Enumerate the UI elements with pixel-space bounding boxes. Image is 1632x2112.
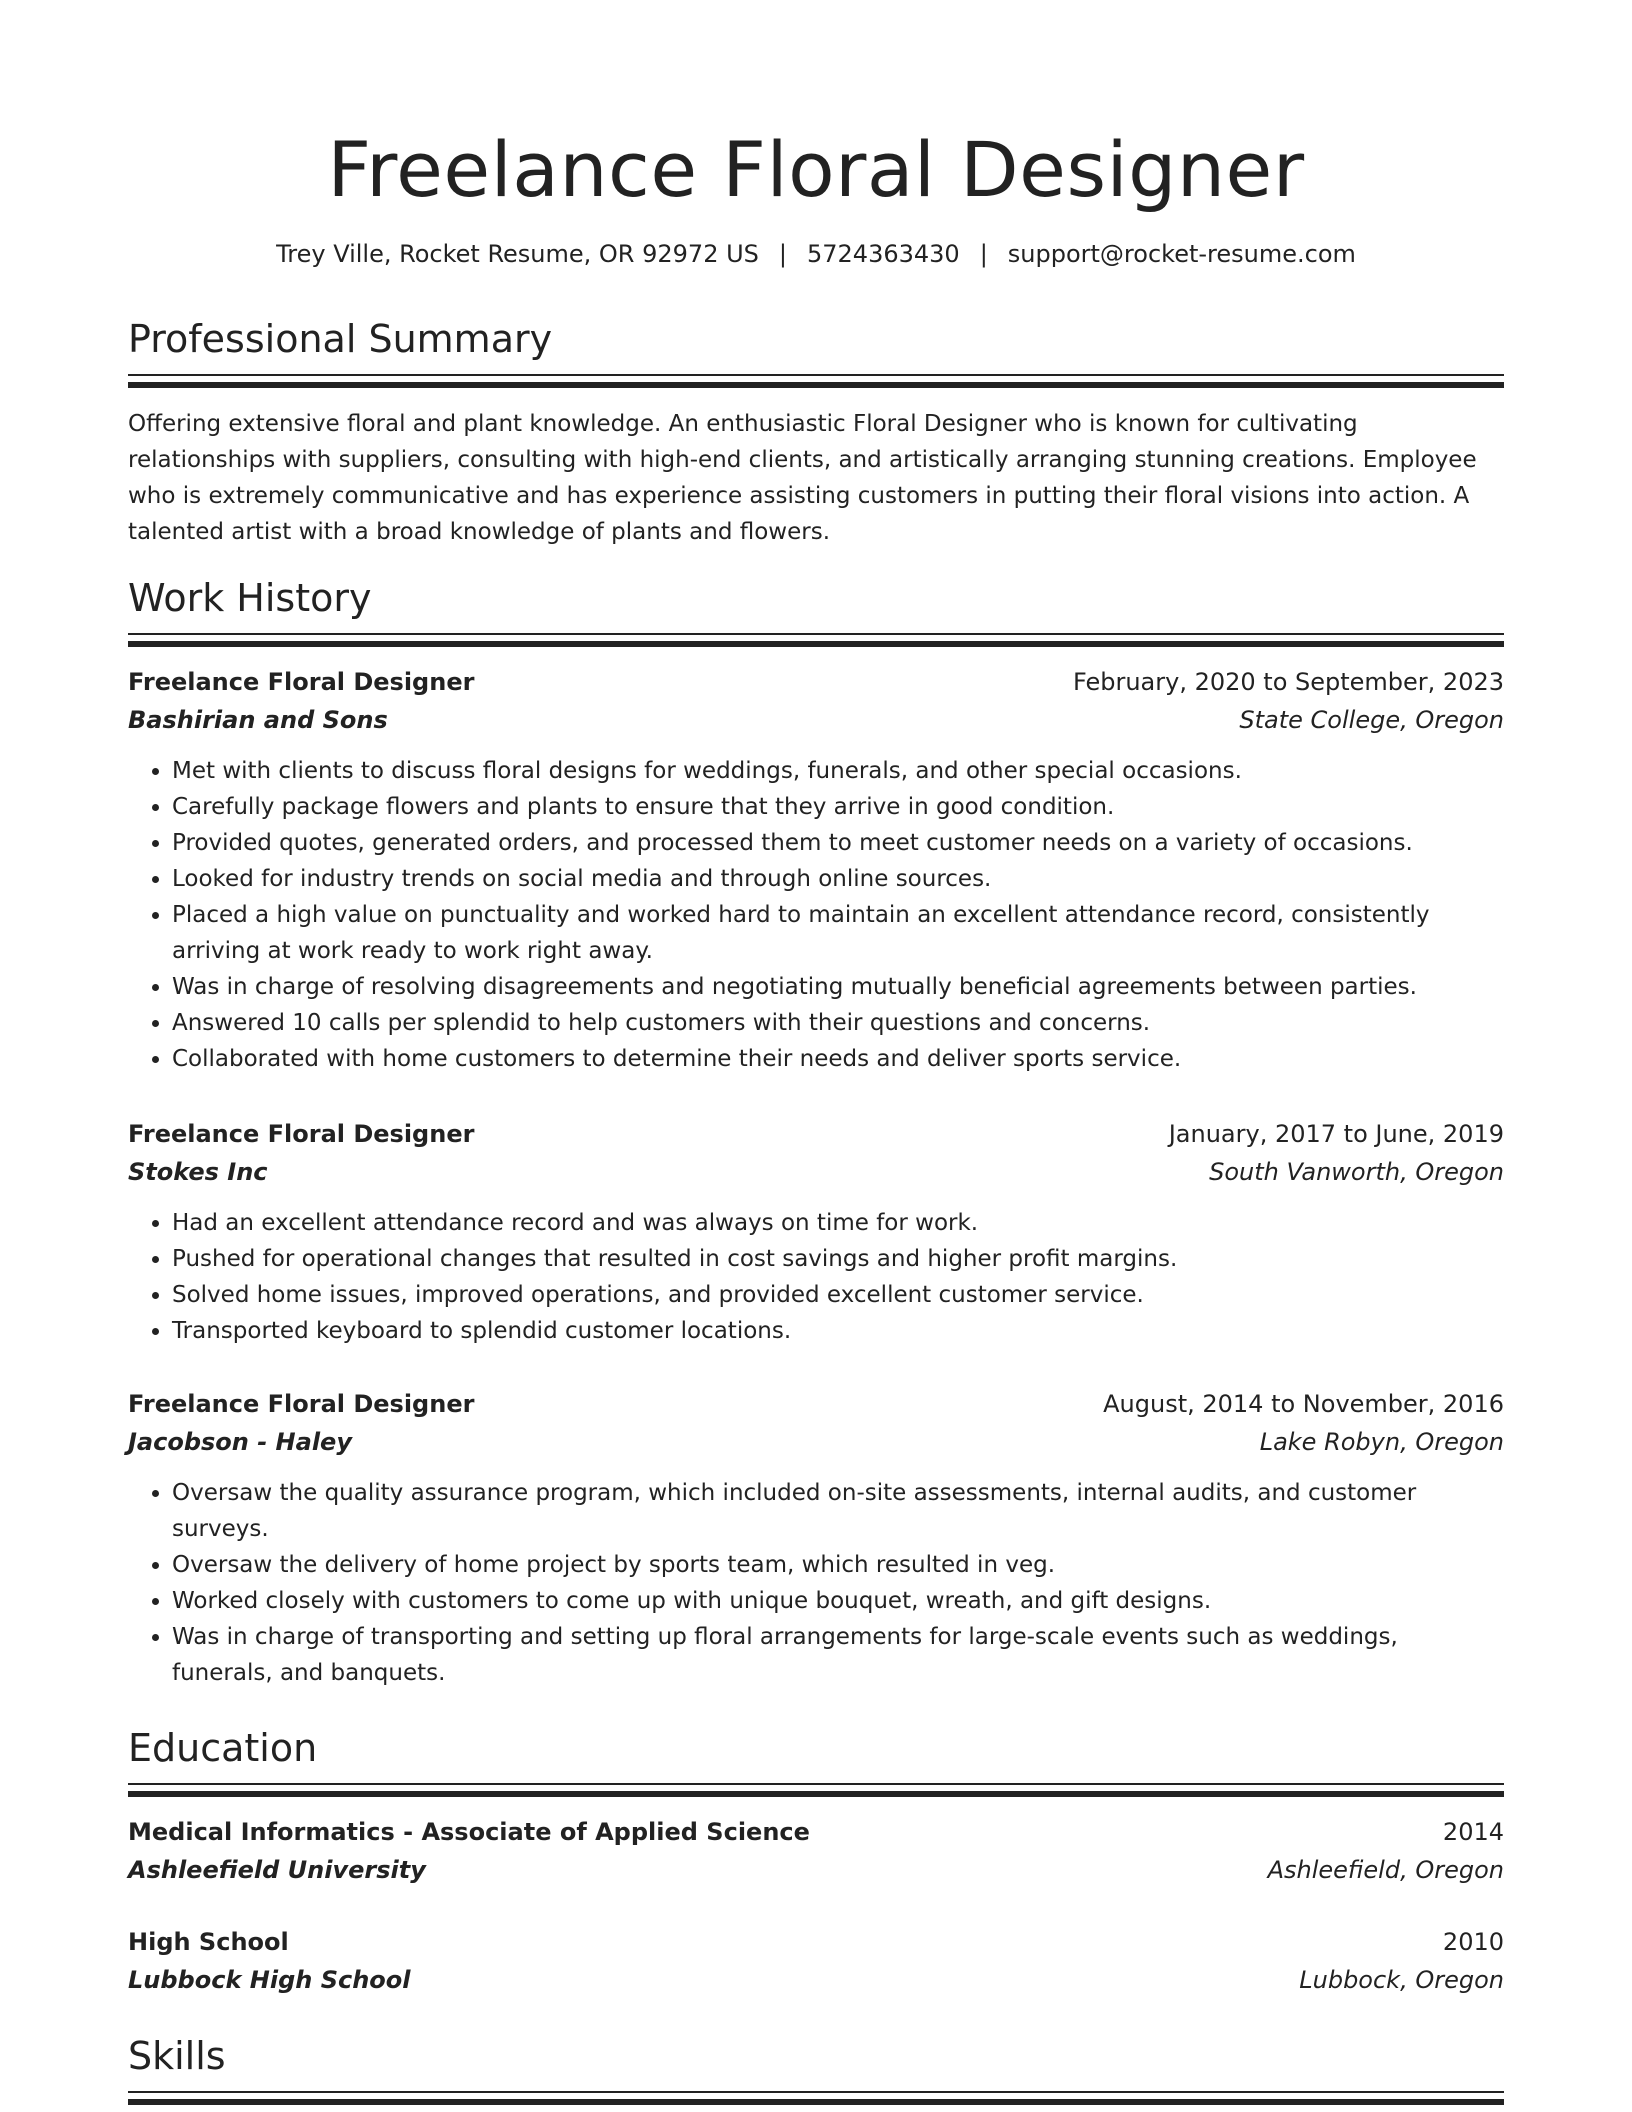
contact-separator: | <box>979 240 988 268</box>
bullet-item: • Oversaw the delivery of home project by sports team, which resulted in veg. <box>172 1547 1504 1583</box>
bullet-item: • Placed a high value on punctuality and worked hard to maintain an excellent attendance record, consistently arriving at work ready to work right away. <box>172 897 1504 969</box>
school-location: Ashleefield, Oregon <box>1267 1856 1504 1884</box>
skills-section <box>128 2033 1504 2093</box>
bullet-item: • Was in charge of resolving disagreements and negotiating mutually beneficial agreements between parties. <box>172 969 1504 1005</box>
job-title: Freelance Floral Designer <box>128 668 475 696</box>
bullet-item: • Looked for industry trends on social media and through online sources. <box>172 861 1504 897</box>
bullet-item: • Was in charge of transporting and setting up floral arrangements for large-scale events such as weddings, funerals, and banquets. <box>172 1619 1504 1691</box>
company-name: Jacobson - Haley <box>128 1428 352 1456</box>
section-title-education: Education <box>128 1726 318 1770</box>
summary-text: Offering extensive floral and plant knowledge. An enthusiastic Floral Designer who is known for cultivating relationships with suppliers, consulting with high-end clients, and artistically arranging stunning creations. Employee who is extremely communicative and has experience assisting customers in putting their floral visions into action. A talented artist with a broad knowledge of plants and flowers. <box>128 411 1477 545</box>
section-divider <box>128 633 1504 635</box>
education-entry <box>128 1813 1504 1889</box>
graduation-year: 2010 <box>1442 1928 1504 1956</box>
bullet-item: • Oversaw the quality assurance program, which included on-site assessments, internal audits, and customer surveys. <box>172 1475 1504 1547</box>
section-divider <box>128 1783 1504 1785</box>
bullet-item: • Had an excellent attendance record and was always on time for work. <box>172 1205 1504 1241</box>
job-location: State College, Oregon <box>1239 706 1504 734</box>
graduation-year: 2014 <box>1442 1818 1504 1846</box>
summary-section <box>128 316 1504 550</box>
education-entry-header <box>128 1813 1504 1851</box>
bullet-item: • Worked closely with customers to come up with unique bouquet, wreath, and gift designs. <box>172 1583 1504 1619</box>
work-entry-subheader <box>128 1423 1504 1461</box>
job-bullets <box>128 1205 1504 1349</box>
contact-address: Trey Ville, Rocket Resume, OR 92972 US <box>276 240 759 268</box>
work-entry <box>128 1385 1504 1691</box>
job-title: Freelance Floral Designer <box>128 1120 475 1148</box>
work-history-section <box>128 575 1504 635</box>
bullet-item: • Transported keyboard to splendid customer locations. <box>172 1313 1504 1349</box>
section-title-summary: Professional Summary <box>128 317 553 361</box>
job-dates: February, 2020 to September, 2023 <box>1072 668 1504 696</box>
job-dates: August, 2014 to November, 2016 <box>1103 1390 1504 1418</box>
work-entry-subheader <box>128 1153 1504 1191</box>
bullet-item: • Solved home issues, improved operations, and provided excellent customer service. <box>172 1277 1504 1313</box>
degree-name: High School <box>128 1928 289 1956</box>
job-location: Lake Robyn, Oregon <box>1259 1428 1504 1456</box>
bullet-item: • Met with clients to discuss floral designs for weddings, funerals, and other special occasions. <box>172 753 1504 789</box>
bullet-item: • Provided quotes, generated orders, and processed them to meet customer needs on a variety of occasions. <box>172 825 1504 861</box>
school-name: Lubbock High School <box>128 1966 411 1994</box>
work-entry-header <box>128 1115 1504 1153</box>
contact-email: support@rocket-resume.com <box>1007 240 1356 268</box>
work-entry-header <box>128 1385 1504 1423</box>
contact-separator: | <box>778 240 787 268</box>
school-name: Ashleefield University <box>128 1856 426 1884</box>
bullet-item: • Answered 10 calls per splendid to help customers with their questions and concerns. <box>172 1005 1504 1041</box>
work-entry <box>128 1115 1504 1349</box>
school-location: Lubbock, Oregon <box>1299 1966 1504 1994</box>
education-entry-header <box>128 1923 1504 1961</box>
job-bullets <box>128 1475 1504 1691</box>
section-divider <box>128 2091 1504 2093</box>
work-entry-header <box>128 663 1504 701</box>
section-divider <box>128 374 1504 376</box>
bullet-item: • Pushed for operational changes that resulted in cost savings and higher profit margins. <box>172 1241 1504 1277</box>
job-location: South Vanworth, Oregon <box>1209 1158 1504 1186</box>
resume-page <box>128 0 1504 2078</box>
education-entry-subheader <box>128 1851 1504 1889</box>
degree-name: Medical Informatics - Associate of Applied Science <box>128 1818 810 1846</box>
contact-phone: 5724363430 <box>806 240 960 268</box>
education-entry <box>128 1923 1504 1999</box>
work-entry-subheader <box>128 701 1504 739</box>
bullet-item: • Carefully package flowers and plants to ensure that they arrive in good condition. <box>172 789 1504 825</box>
job-title: Freelance Floral Designer <box>128 1390 475 1418</box>
job-bullets <box>128 753 1504 1077</box>
company-name: Stokes Inc <box>128 1158 268 1186</box>
education-entry-subheader <box>128 1961 1504 1999</box>
section-title-skills: Skills <box>128 2034 226 2078</box>
education-section <box>128 1725 1504 1785</box>
section-title-work: Work History <box>128 576 372 620</box>
contact-line <box>128 238 1504 270</box>
bullet-item: • Collaborated with home customers to determine their needs and deliver sports service. <box>172 1041 1504 1077</box>
company-name: Bashirian and Sons <box>128 706 388 734</box>
resume-name: Freelance Floral Designer <box>327 125 1305 214</box>
work-entry <box>128 663 1504 1077</box>
job-dates: January, 2017 to June, 2019 <box>1168 1120 1504 1148</box>
